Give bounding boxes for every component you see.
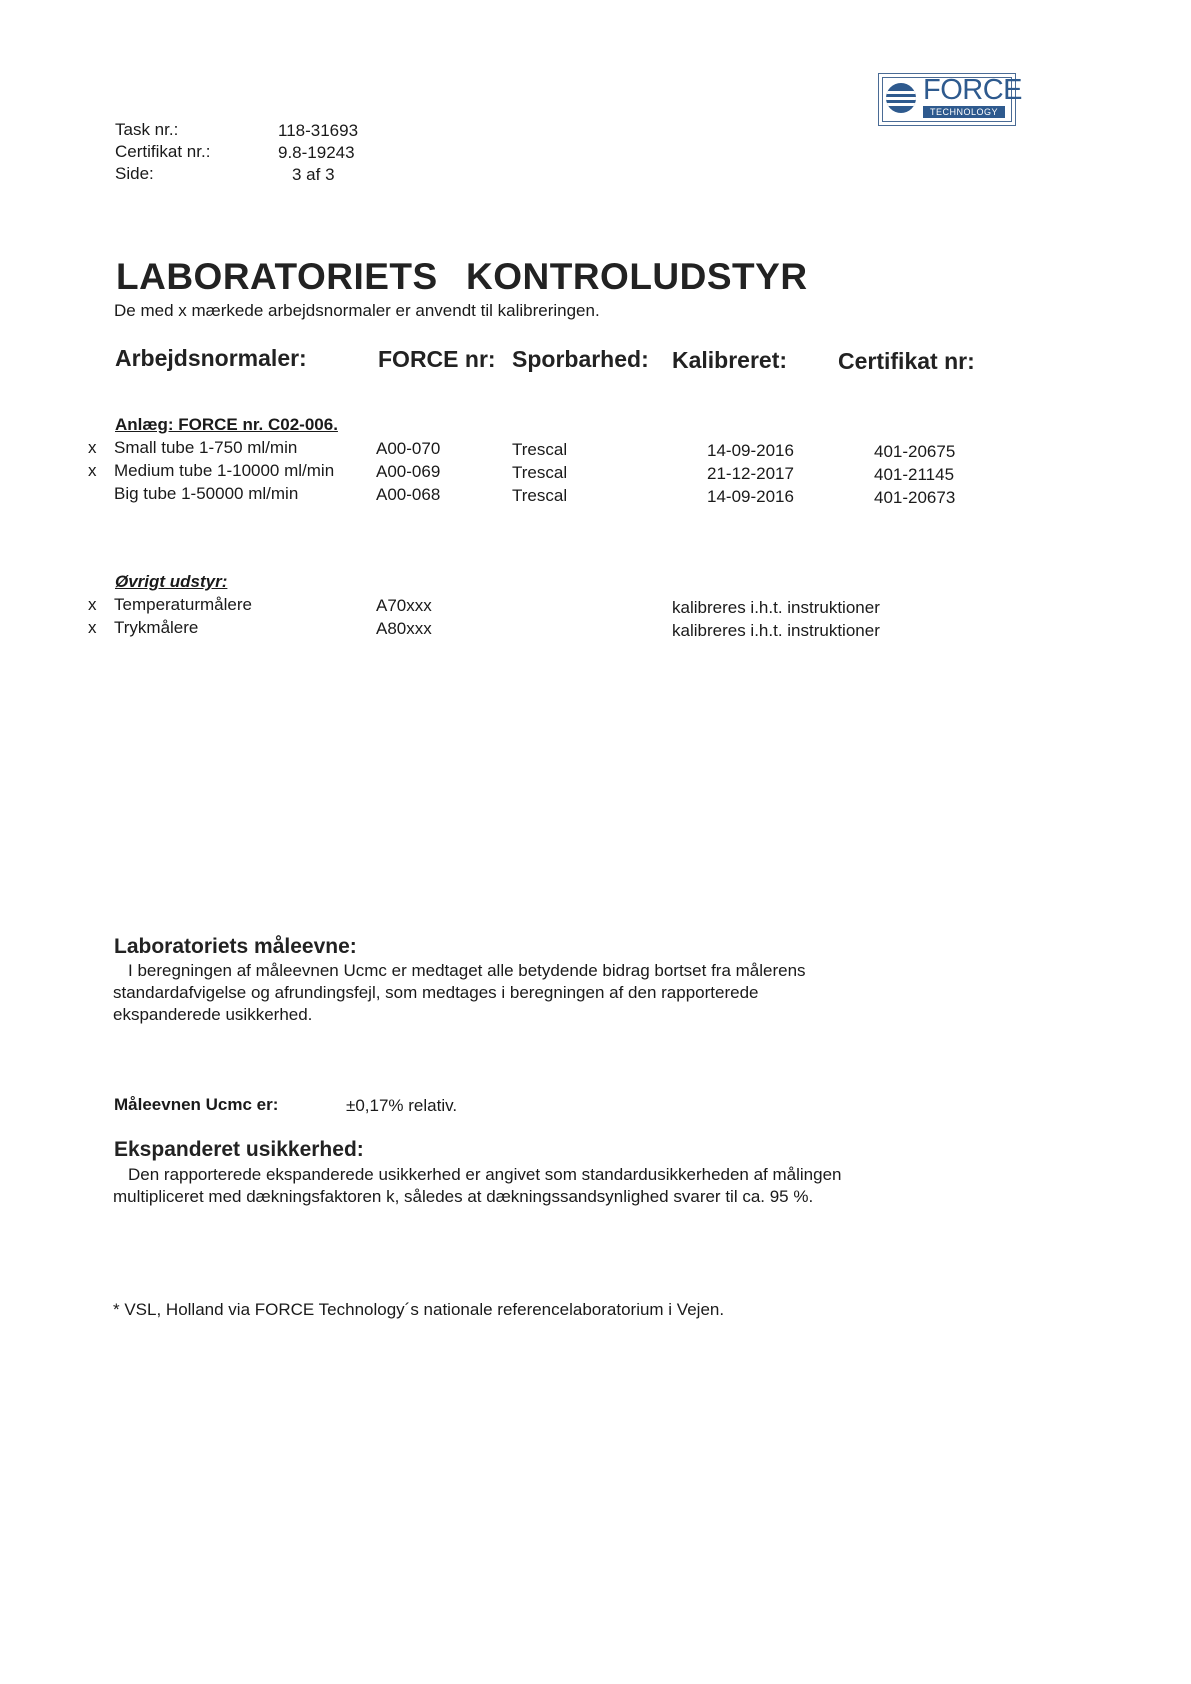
item-mark: x	[88, 618, 97, 637]
row-kalibreret: 14-09-2016	[707, 441, 794, 460]
certificate-value: 9.8-19243	[278, 143, 355, 162]
page-title-part2: KONTROLUDSTYR	[466, 256, 808, 297]
row-sporbarhed: Trescal	[512, 463, 568, 482]
footnote: * VSL, Holland via FORCE Technology´s nationale referencelaboratorium i Vejen.	[113, 1300, 725, 1319]
usikkerhed-heading: Ekspanderet usikkerhed:	[114, 1138, 364, 1161]
maaleevne-line-3: ekspanderede usikkerhed.	[113, 1005, 313, 1024]
col-kalibreret: Kalibreret:	[672, 347, 788, 373]
item-name: Trykmålere	[114, 618, 199, 637]
col-force-nr: FORCE nr:	[378, 346, 496, 372]
row-sporbarhed: Trescal	[512, 486, 568, 505]
row-certifikat: 401-20673	[874, 488, 956, 507]
force-technology-logo	[878, 73, 1022, 126]
ucmc-value: ±0,17% relativ.	[346, 1096, 458, 1115]
item-mark: x	[88, 595, 97, 614]
row-name: Big tube 1-50000 ml/min	[114, 484, 299, 503]
globe-icon	[886, 83, 916, 113]
row-kalibreret: 21-12-2017	[707, 464, 794, 483]
logo-word: FORCE	[923, 74, 1022, 106]
logo-subtitle: TECHNOLOGY	[923, 106, 1005, 118]
intro-text: De med x mærkede arbejdsnormaler er anvendt til kalibreringen.	[114, 301, 600, 320]
task-label: Task nr.:	[115, 120, 179, 139]
ucmc-label: Måleevnen Ucmc er:	[114, 1095, 279, 1114]
col-certifikat: Certifikat nr:	[838, 348, 975, 374]
row-sporbarhed: Trescal	[512, 440, 568, 459]
page-title-part1: LABORATORIETS	[116, 256, 438, 297]
certificate-label: Certifikat nr.:	[115, 142, 211, 161]
row-force-nr: A00-069	[376, 462, 441, 481]
row-kalibreret: 14-09-2016	[707, 487, 794, 506]
row-certifikat: 401-20675	[874, 442, 956, 461]
row-force-nr: A00-068	[376, 485, 441, 504]
row-mark: x	[88, 461, 97, 480]
row-name: Small tube 1-750 ml/min	[114, 438, 298, 457]
page-value: 3 af 3	[292, 165, 335, 184]
row-certifikat: 401-21145	[874, 465, 955, 484]
col-sporbarhed: Sporbarhed:	[512, 346, 649, 372]
maaleevne-heading: Laboratoriets måleevne:	[114, 935, 357, 958]
page-label: Side:	[115, 164, 154, 183]
col-arbejdsnormaler: Arbejdsnormaler:	[115, 345, 307, 371]
item-note: kalibreres i.h.t. instruktioner	[672, 621, 880, 640]
usikkerhed-line-1: Den rapporterede ekspanderede usikkerhed er angivet som standardusikkerheden af målingen	[128, 1165, 842, 1184]
usikkerhed-line-2: multipliceret med dækningsfaktoren k, således at dækningssandsynlighed svarer til ca. 95 %.	[113, 1187, 814, 1206]
item-note: kalibreres i.h.t. instruktioner	[672, 598, 880, 617]
row-mark: x	[88, 438, 97, 457]
task-value: 118-31693	[278, 121, 359, 140]
row-force-nr: A00-070	[376, 439, 441, 458]
maaleevne-line-2: standardafvigelse og afrundingsfejl, som medtages i beregningen af den rapporterede	[113, 983, 759, 1002]
oevrigt-heading: Øvrigt udstyr:	[115, 572, 228, 591]
item-force-nr: A70xxx	[376, 596, 432, 615]
row-name: Medium tube 1-10000 ml/min	[114, 461, 335, 480]
anlaeg-heading: Anlæg: FORCE nr. C02-006.	[115, 415, 338, 434]
maaleevne-line-1: I beregningen af måleevnen Ucmc er medtaget alle betydende bidrag bortset fra målerens	[128, 961, 806, 980]
item-force-nr: A80xxx	[376, 619, 432, 638]
item-name: Temperaturmålere	[114, 595, 252, 614]
